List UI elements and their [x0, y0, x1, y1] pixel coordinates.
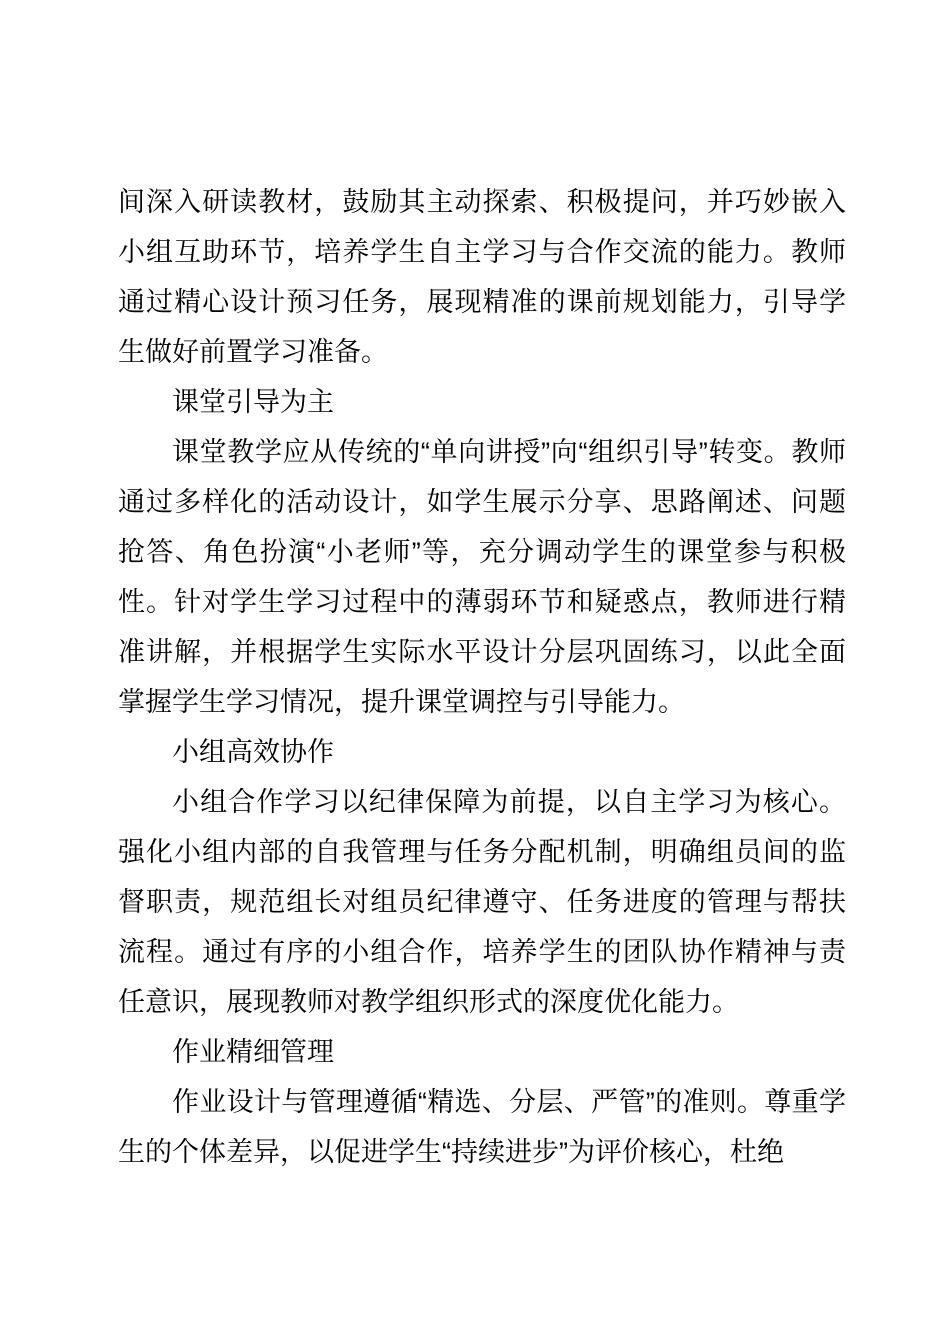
- paragraph: 小组合作学习以纪律保障为前提，以自主学习为核心。强化小组内部的自我管理与任务分配机制，明确组员间的监督职责，规范组长对组员纪律遵守、任务进度的管理与帮扶流程。通过有序的小组合作，培养学生的团队协作精神与责任意识，展现教师对教学组织形式的深度优化能力。: [118, 787, 846, 1017]
- paragraph: 作业设计与管理遵循“精选、分层、严管”的准则。尊重学生的个体差异，以促进学生“持续进步”为评价核心，杜绝: [118, 1087, 846, 1167]
- paragraph-continuation: 间深入研读教材，鼓励其主动探索、积极提问，并巧妙嵌入小组互助环节，培养学生自主学习与合作交流的能力。教师通过精心设计预习任务，展现精准的课前规划能力，引导学生做好前置学习准备。: [118, 187, 846, 367]
- paragraph: 课堂教学应从传统的“单向讲授”向“组织引导”转变。教师通过多样化的活动设计，如学生展示分享、思路阐述、问题抢答、角色扮演“小老师”等，充分调动学生的课堂参与积极性。针对学生学习过程中的薄弱环节和疑惑点，教师进行精准讲解，并根据学生实际水平设计分层巩固练习，以此全面掌握学生学习情况，提升课堂调控与引导能力。: [118, 437, 846, 717]
- document-text-block: [118, 177, 846, 1177]
- section-heading: 作业精细管理: [172, 1037, 334, 1067]
- section-heading: 课堂引导为主: [172, 387, 334, 417]
- section-heading: 小组高效协作: [172, 737, 334, 767]
